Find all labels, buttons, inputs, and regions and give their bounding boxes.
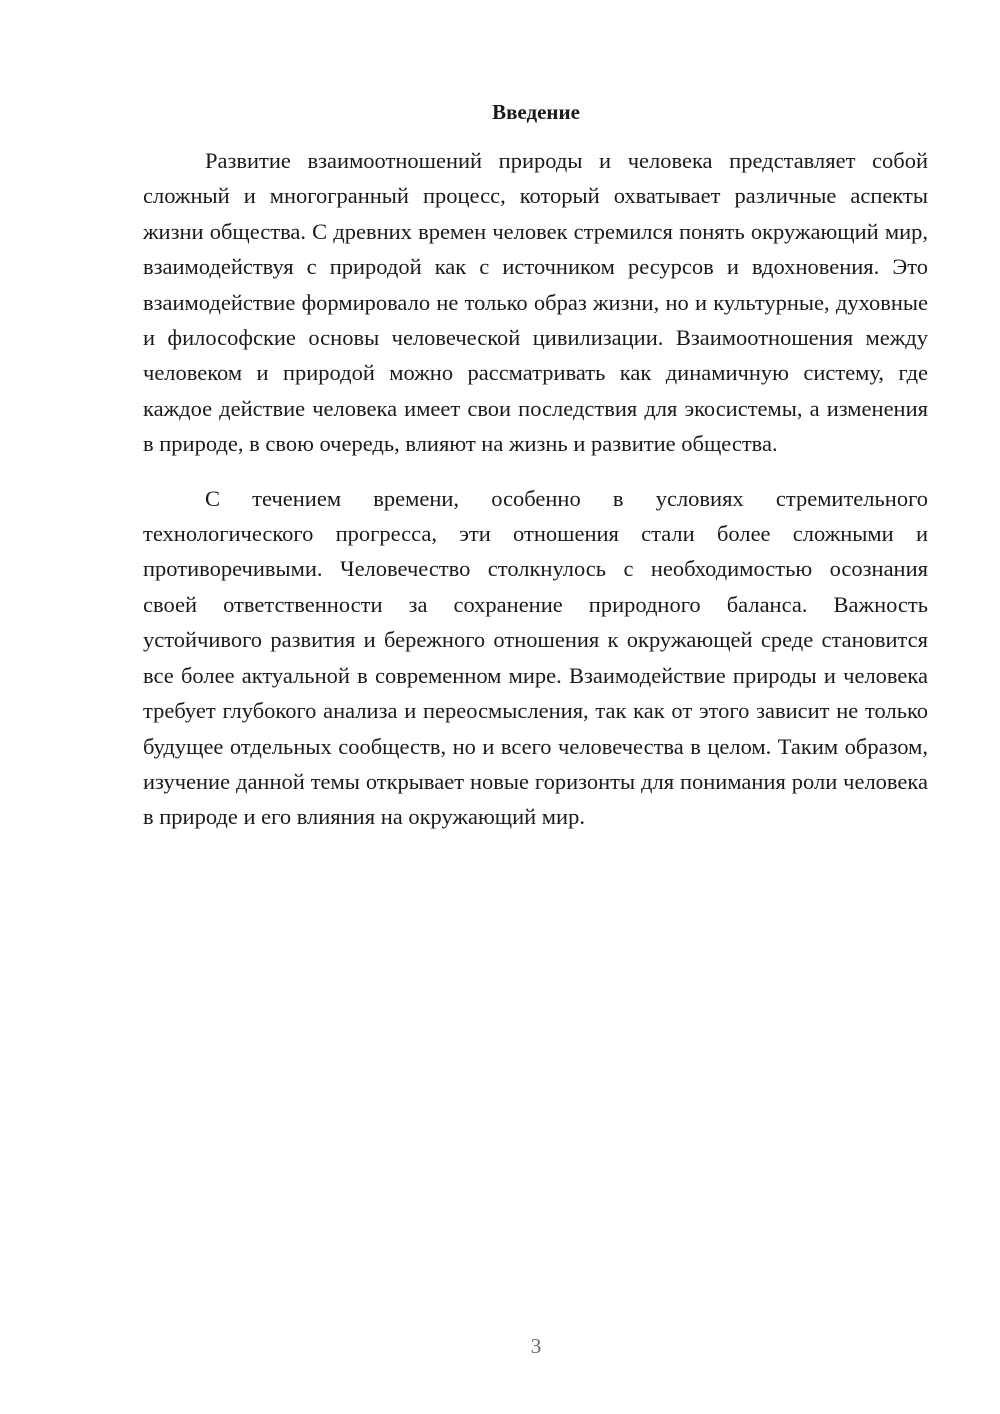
paragraph-1: Развитие взаимоотношений природы и человека представляет собой сложный и многогранный процесс, который охватывает различные аспекты жизни общества. С древних времен человек стремился понять окружающий мир, взаимодействуя с природой как с источником ресурсов и вдохновения. Это взаимодействие формировало не только образ жизни, но и культурные, духовные и философские основы человеческой цивилизации. Взаимоотношения между человеком и природой можно рассматривать как динамичную систему, где каждое действие человека имеет свои последствия для экосистемы, а изменения в природе, в свою очередь, влияют на жизнь и развитие общества. <box>143 148 928 457</box>
page-number: 3 <box>530 1334 542 1358</box>
body-text <box>143 143 928 835</box>
page-title: Введение <box>492 100 580 124</box>
paragraph-2: С течением времени, особенно в условиях стремительного технологического прогресса, эти отношения стали более сложными и противоречивыми. Человечество столкнулось с необходимостью осознания своей ответственности за сохранение природного баланса. Важность устойчивого развития и бережного отношения к окружающей среде становится все более актуальной в современном мире. Взаимодействие природы и человека требует глубокого анализа и переосмысления, так как от этого зависит не только будущее отдельных сообществ, но и всего человечества в целом. Таким образом, изучение данной темы открывает новые горизонты для понимания роли человека в природе и его влияния на окружающий мир. <box>143 485 928 830</box>
